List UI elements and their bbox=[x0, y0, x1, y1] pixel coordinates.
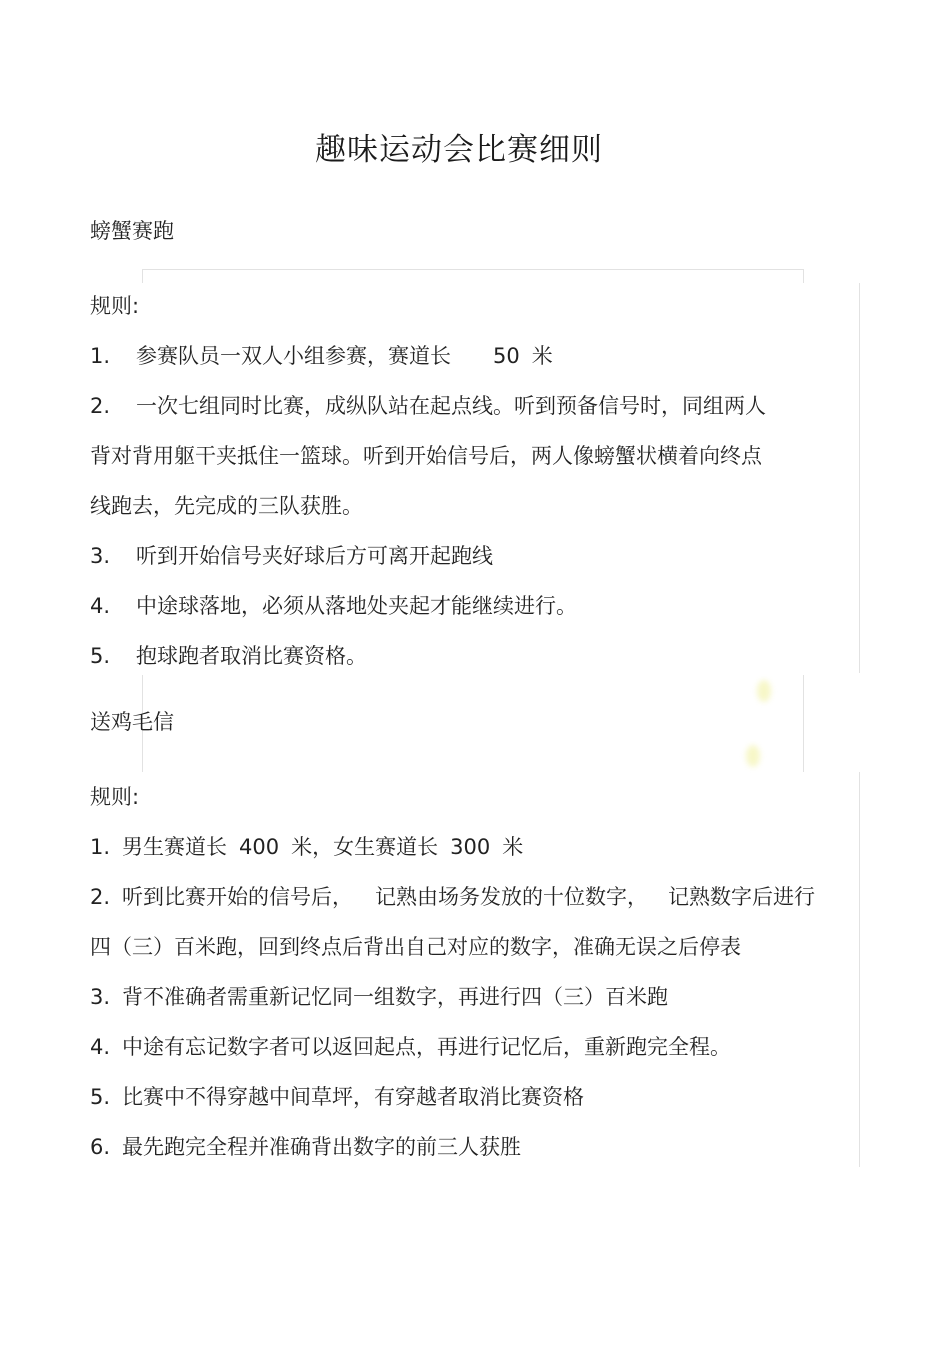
scan-smudge bbox=[757, 680, 771, 702]
rule-number: 6. bbox=[90, 1135, 111, 1159]
rule-value: 400 bbox=[239, 835, 280, 859]
rule-number: 5. bbox=[90, 1085, 111, 1109]
rule-text: 米，女生赛道长 bbox=[291, 835, 439, 859]
rule-item bbox=[90, 591, 577, 621]
rule-text: 听到比赛开始的信号后， bbox=[122, 885, 354, 909]
rule-continuation: 四（三）百米跑，回到终点后背出自己对应的数字，准确无误之后停表 bbox=[90, 935, 741, 959]
rule-item bbox=[90, 341, 553, 371]
rule-item bbox=[90, 391, 766, 421]
rule-text: 一次七组同时比赛，成纵队站在起点线。听到预备信号时，同组两人 bbox=[136, 394, 767, 418]
rule-text: 中途球落地，必须从落地处夹起才能继续进行。 bbox=[136, 594, 578, 618]
rules-label: 规则: bbox=[90, 294, 140, 318]
rule-text: 记熟数字后进行 bbox=[668, 885, 816, 909]
rule-item bbox=[90, 982, 668, 1012]
rule-text: 比赛中不得穿越中间草坪，有穿越者取消比赛资格 bbox=[122, 1085, 585, 1109]
rule-number: 4. bbox=[90, 1035, 111, 1059]
rule-item bbox=[90, 641, 367, 671]
rule-number: 3. bbox=[90, 985, 111, 1009]
scan-rule-top bbox=[142, 269, 804, 270]
rule-item bbox=[90, 1132, 521, 1162]
rule-text: 中途有忘记数字者可以返回起点，再进行记忆后，重新跑完全程。 bbox=[122, 1035, 732, 1059]
rule-item bbox=[90, 882, 815, 912]
rule-value: 300 bbox=[450, 835, 491, 859]
rule-number: 2. bbox=[90, 394, 111, 418]
section-heading: 螃蟹赛跑 bbox=[90, 219, 174, 243]
rule-text: 背不准确者需重新记忆同一组数字，再进行四（三）百米跑 bbox=[122, 985, 669, 1009]
rule-item bbox=[90, 832, 523, 862]
rule-item bbox=[90, 1082, 584, 1112]
rule-item bbox=[90, 541, 493, 571]
rule-text: 记熟由场务发放的十位数字， bbox=[375, 885, 649, 909]
rule-continuation: 线跑去，先完成的三队获胜。 bbox=[90, 494, 363, 518]
rule-number: 5. bbox=[90, 644, 111, 668]
rule-text: 抱球跑者取消比赛资格。 bbox=[136, 644, 368, 668]
rule-number: 4. bbox=[90, 594, 111, 618]
rule-number: 1. bbox=[90, 835, 111, 859]
page-title: 趣味运动会比赛细则 bbox=[315, 132, 603, 168]
rule-number: 3. bbox=[90, 544, 111, 568]
rule-unit: 米 bbox=[502, 835, 524, 859]
rule-text: 听到开始信号夹好球后方可离开起跑线 bbox=[136, 544, 494, 568]
rule-text: 最先跑完全程并准确背出数字的前三人获胜 bbox=[122, 1135, 522, 1159]
rule-text: 男生赛道长 bbox=[122, 835, 228, 859]
scan-rule-left-top bbox=[142, 269, 143, 283]
scan-rule-far-right-2 bbox=[859, 772, 860, 1167]
rule-number: 2. bbox=[90, 885, 111, 909]
scan-rule-right-mid bbox=[803, 675, 804, 772]
rule-continuation: 背对背用躯干夹抵住一篮球。听到开始信号后，两人像螃蟹状横着向终点 bbox=[90, 444, 762, 468]
scan-rule-far-right-1 bbox=[859, 283, 860, 673]
section-heading: 送鸡毛信 bbox=[90, 710, 174, 734]
rule-unit: 米 bbox=[531, 344, 553, 368]
rule-item bbox=[90, 1032, 731, 1062]
scan-rule-right-top bbox=[803, 269, 804, 283]
scan-smudge bbox=[746, 745, 760, 767]
rule-value: 50 bbox=[493, 344, 520, 368]
rules-label: 规则: bbox=[90, 785, 140, 809]
rule-text: 参赛队员一双人小组参赛，赛道长 bbox=[136, 344, 452, 368]
rule-number: 1. bbox=[90, 344, 111, 368]
